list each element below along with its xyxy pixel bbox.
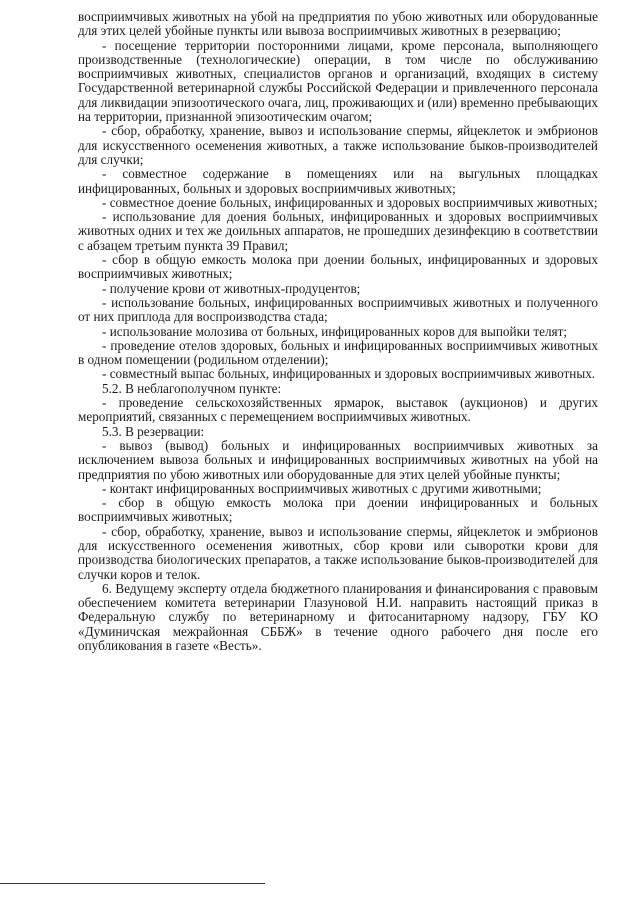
list-item: - посещение территории посторонними лицами, кроме персонала, выполняющего производственные (технологические) операции, в том числе по обслуживанию восприимчивых животных, специалистов органов и организаций, входящих в систему Государственной ветеринарной службы Российской Федерации и привлеченного персонала для ликвидации эпизоотического очага, лиц, проживающих и (или) временно пребывающих на территории, признанной эпизоотическим очагом;: [78, 37, 598, 125]
list-item: - использование молозива от больных, инфицированных коров для выпойки телят;: [102, 323, 568, 339]
list-item: - вывоз (вывод) больных и инфицированных восприимчивых животных за исключением вывоза больных и инфицированных восприимчивых животных на убой на предприятия по убою животных или оборудованные для этих целей убойные пункты;: [78, 437, 598, 482]
paragraph-6: 6. Ведущему эксперту отдела бюджетного планирования и финансирования с правовым обеспечением комитета ветеринарии Глазуновой Н.И. направить настоящий приказ в Федеральную службу по ветеринарному и фитосанитарному надзору, ГБУ КО «Думиничская межрайонная СББЖ» в течение одного рабочего дня после его опубликования в газете «Весть».: [78, 580, 598, 654]
list-item: - сбор, обработку, хранение, вывоз и использование спермы, яйцеклеток и эмбрионов для искусственного осеменения животных, а также использование быков-производителей для случки;: [78, 123, 598, 167]
list-item: - проведение отелов здоровых, больных и инфицированных восприимчивых животных в одном помещении (родильном отделении);: [78, 337, 598, 368]
section-heading-5-2: 5.2. В неблагополучном пункте:: [102, 380, 282, 396]
document-page: [78, 10, 598, 653]
section-heading-5-3: 5.3. В резервации:: [102, 423, 205, 439]
list-item: - совместное доение больных, инфицированных и здоровых восприимчивых животных;: [102, 194, 598, 210]
list-item: - сбор в общую емкость молока при доении инфицированных и больных восприимчивых животных;: [78, 495, 598, 525]
paragraph-cont-0: восприимчивых животных на убой на предприятия по убою животных или оборудованные для этих целей убойные пункты или вывоза восприимчивых животных в резервацию;: [78, 9, 598, 39]
list-item: - использование для доения больных, инфицированных и здоровых восприимчивых животных одних и тех же доильных аппаратов, не прошедших дезинфекцию в соответствии с абзацем третьим пункта 39 Правил;: [78, 209, 598, 253]
list-item: - сбор в общую емкость молока при доении больных, инфицированных и здоровых восприимчивых животных;: [78, 252, 598, 282]
list-item: - проведение сельскохозяйственных ярмарок, выставок (аукционов) и других мероприятий, связанных с перемещением восприимчивых животных.: [78, 395, 598, 425]
list-item: - совместное содержание в помещениях или на выгульных площадках инфицированных, больных и здоровых восприимчивых животных;: [78, 166, 598, 196]
list-item: - контакт инфицированных восприимчивых животных с другими животными;: [102, 480, 542, 496]
footnote-divider: [0, 883, 265, 884]
list-item: - совместный выпас больных, инфицированных и здоровых восприимчивых животных.: [102, 366, 596, 382]
list-item: - использование больных, инфицированных восприимчивых животных и полученного от них приплода для воспроизводства стада;: [78, 294, 598, 325]
list-item: - получение крови от животных-продуцентов;: [102, 280, 361, 296]
list-item: - сбор, обработку, хранение, вывоз и использование спермы, яйцеклеток и эмбрионов для искусственного осеменения животных, сбор крови или сыворотки крови для производства биологических препаратов, а также использование быков-производителей для случки коров и телок.: [78, 523, 598, 582]
